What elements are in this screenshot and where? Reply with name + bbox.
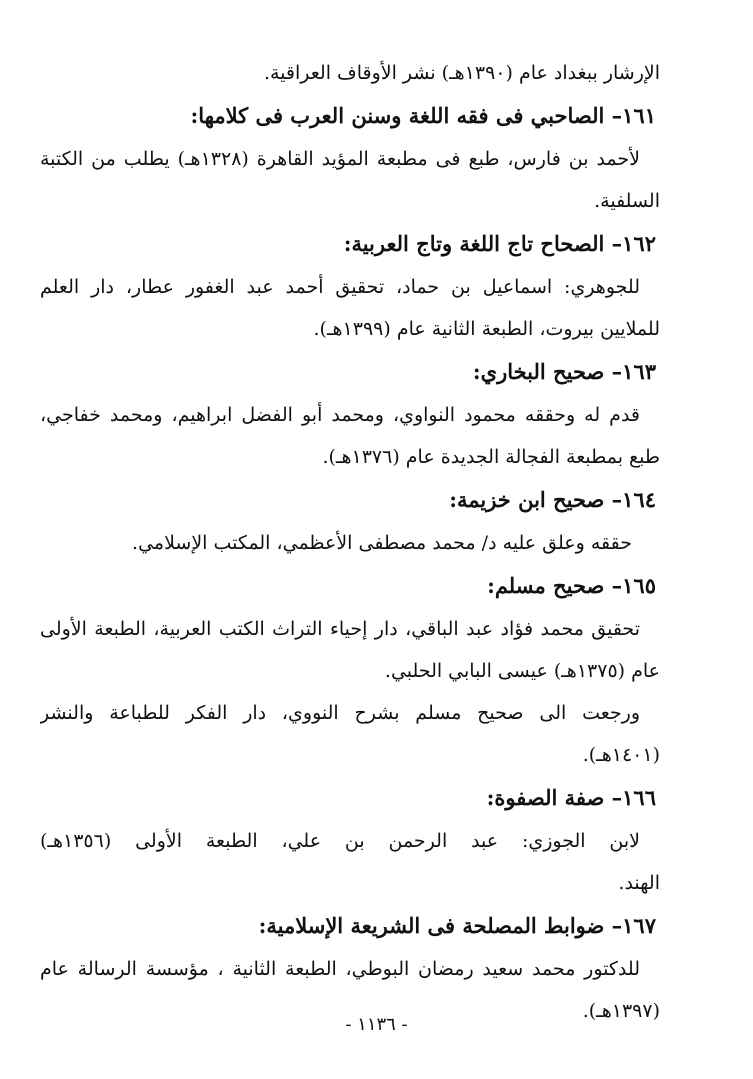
bibliography-page [40, 52, 660, 1032]
page-number: - ١١٣٦ - [345, 1014, 408, 1035]
entry-164-line-1: حققه وعلق عليه د/ محمد مصطفى الأعظمي، المكتب الإسلامي. [132, 532, 632, 554]
entry-166-title: ١٦٦– صفة الصفوة: [486, 785, 656, 810]
entry-162-line-1: للجوهري: اسماعيل بن حماد، تحقيق أحمد عبد الغفور عطار، دار العلم [40, 276, 640, 298]
entry-165-title: ١٦٥– صحيح مسلم: [487, 573, 656, 598]
entry-163-line-2: طبع بمطبعة الفجالة الجديدة عام (١٣٧٦هـ). [322, 446, 660, 468]
entry-165-line-4: (١٤٠١هـ). [582, 744, 660, 766]
entry-166-line-2: الهند. [618, 872, 660, 894]
entry-161-title: ١٦١– الصاحبي فى فقه اللغة وسنن العرب فى كلامها: [190, 103, 656, 128]
entry-165-line-2: عام (١٣٧٥هـ) عيسى البابي الحلبي. [384, 660, 660, 682]
entry-164-title: ١٦٤– صحيح ابن خزيمة: [449, 487, 656, 512]
entry-161-line-2: السلفية. [594, 190, 660, 212]
entry-161-line-1: لأحمد بن فارس، طبع فى مطبعة المؤيد القاهرة (١٣٢٨هـ) يطلب من الكتبة [40, 148, 640, 170]
entry-162-title: ١٦٢– الصحاح تاج اللغة وتاج العربية: [343, 231, 656, 256]
entry-163-line-1: قدم له وحققه محمود النواوي، ومحمد أبو الفضل ابراهيم، ومحمد خفاجي، [40, 404, 640, 426]
entry-165-line-1: تحقيق محمد فؤاد عبد الباقي، دار إحياء التراث الكتب العربية، الطبعة الأولى [40, 618, 640, 640]
entry-166-line-1: لابن الجوزي: عبد الرحمن بن علي، الطبعة الأولى (١٣٥٦هـ) [40, 830, 640, 852]
entry-163-title: ١٦٣– صحيح البخاري: [472, 359, 656, 384]
continuation-line: الإرشار ببغداد عام (١٣٩٠هـ) نشر الأوقاف العراقية. [263, 62, 660, 84]
entry-167-line-1: للدكتور محمد سعيد رمضان البوطي، الطبعة الثانية ، مؤسسة الرسالة عام [40, 958, 640, 980]
entry-167-title: ١٦٧– ضوابط المصلحة فى الشريعة الإسلامية: [258, 913, 656, 938]
entry-167-line-2: (١٣٩٧هـ). [582, 1000, 660, 1022]
entry-165-line-3: ورجعت الى صحيح مسلم بشرح النووي، دار الفكر للطباعة والنشر [40, 702, 640, 724]
entry-162-line-2: للملايين بيروت، الطبعة الثانية عام (١٣٩٩هـ). [313, 318, 660, 340]
